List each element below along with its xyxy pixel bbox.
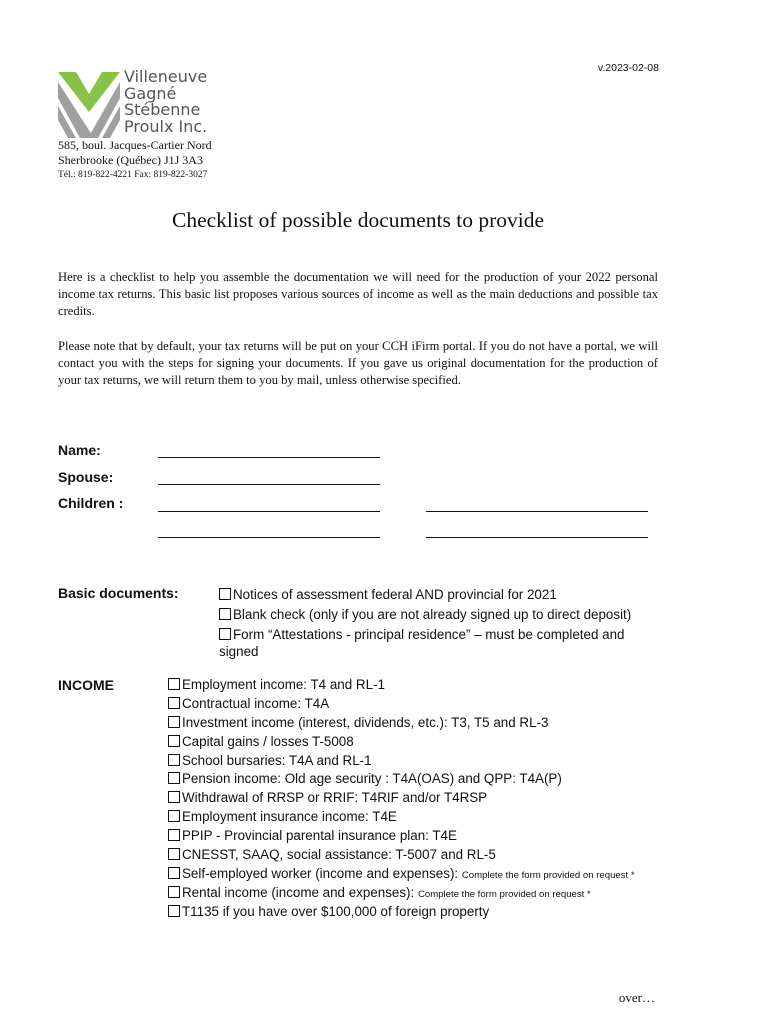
checkbox[interactable] (168, 791, 180, 803)
income-list (168, 676, 635, 922)
list-item (168, 789, 635, 808)
list-item-text: Pension income: Old age security : T4A(OAS) and QPP: T4A(P) (182, 771, 562, 787)
checkbox[interactable] (219, 588, 231, 600)
checkbox[interactable] (168, 905, 180, 917)
list-item-text: Notices of assessment federal AND provincial for 2021 (233, 587, 557, 602)
list-item (168, 695, 635, 714)
portal-note-paragraph: Please note that by default, your tax returns will be put on your CCH iFirm portal. If you do not have a portal, we will contact you with the steps for signing your documents. If you gave us original documentation for the production of your tax returns, we will return them to you by mail, unless otherwise specified. (58, 339, 658, 387)
name-label: Name: (58, 442, 101, 458)
checkbox[interactable] (168, 772, 180, 784)
spouse-label: Spouse: (58, 469, 114, 485)
list-item-text: Self-employed worker (income and expenses): (182, 865, 462, 881)
list-item-text: CNESST, SAAQ, social assistance: T-5007 and RL-5 (182, 847, 496, 863)
income-label: INCOME (58, 677, 114, 693)
child-line[interactable] (426, 511, 648, 512)
firm-logo (58, 67, 258, 138)
list-item-text: PPIP - Provincial parental insurance plan: T4E (182, 828, 457, 844)
firm-name-line: Villeneuve (124, 67, 208, 86)
list-item-text: Employment insurance income: T4E (182, 809, 397, 825)
list-item-text: Withdrawal of RRSP or RRIF: T4RIF and/or T4RSP (182, 790, 488, 806)
checkbox[interactable] (168, 735, 180, 747)
logo-mark-icon (58, 72, 120, 138)
list-item (168, 733, 635, 752)
checkbox[interactable] (168, 678, 180, 690)
list-item (168, 676, 635, 695)
list-item (168, 808, 635, 827)
continued-label: over… (618, 990, 655, 1005)
contact-line: Tél.: 819-822-4221 Fax: 819-822-3027 (58, 170, 208, 180)
children-label: Children : (58, 495, 124, 511)
list-item-text: Form “Attestations - principal residence” – must be completed and signed (219, 627, 625, 659)
checkbox[interactable] (168, 716, 180, 728)
list-item (205, 624, 659, 660)
list-item-text: Blank check (only if you are not already signed up to direct deposit) (233, 606, 632, 622)
checkbox[interactable] (219, 628, 231, 640)
list-item-text: T1135 if you have over $100,000 of foreign property (182, 903, 490, 919)
list-item-text: Rental income (income and expenses): (182, 884, 418, 900)
child-line[interactable] (158, 511, 380, 512)
firm-address (58, 138, 212, 183)
list-item-text: Capital gains / losses T-5008 (182, 733, 354, 749)
list-item-note: Complete the form provided on request * (417, 888, 591, 900)
basic-documents-label: Basic documents: (58, 585, 179, 601)
checkbox[interactable] (219, 608, 231, 620)
checkbox[interactable] (168, 697, 180, 709)
spouse-line[interactable] (158, 484, 380, 485)
page-title: Checklist of possible documents to provide (171, 208, 545, 232)
list-item (168, 903, 635, 922)
firm-name (124, 69, 207, 135)
list-item (168, 752, 635, 771)
address-line: 585, boul. Jacques-Cartier Nord (58, 138, 212, 152)
list-item-text: Contractual income: T4A (182, 695, 330, 711)
list-item (168, 846, 635, 865)
name-line[interactable] (158, 457, 380, 458)
version-label: v.2023-02-08 (597, 62, 659, 74)
list-item (168, 827, 635, 846)
checkbox[interactable] (168, 886, 180, 898)
list-item-text: Employment income: T4 and RL-1 (182, 677, 385, 692)
list-item (219, 585, 659, 605)
child-line[interactable] (426, 537, 648, 538)
checkbox[interactable] (168, 754, 180, 766)
list-item-note: Complete the form provided on request * (461, 869, 635, 881)
firm-name-line: Proulx Inc. (124, 116, 208, 136)
list-item (168, 714, 635, 733)
list-item-text: School bursaries: T4A and RL-1 (182, 752, 372, 768)
firm-name-line: Gagné (124, 83, 177, 103)
checkbox[interactable] (168, 810, 180, 822)
list-item-text: Investment income (interest, dividends, etc.): T3, T5 and RL-3 (182, 714, 549, 730)
checkbox[interactable] (168, 829, 180, 841)
list-item (168, 884, 635, 903)
basic-documents-list (219, 585, 659, 660)
child-line[interactable] (158, 537, 380, 538)
checkbox[interactable] (168, 848, 180, 860)
checkbox[interactable] (168, 867, 180, 879)
intro-paragraph: Here is a checklist to help you assemble the documentation we will need for the production of your 2022 personal income tax returns. This basic list proposes various sources of income as well as the main deductions and possible tax credits. (58, 270, 658, 318)
list-item (168, 770, 635, 789)
list-item (168, 865, 635, 884)
firm-name-line: Stébenne (124, 100, 201, 119)
address-line: Sherbrooke (Québec) J1J 3A3 (58, 153, 203, 167)
list-item (219, 605, 659, 625)
